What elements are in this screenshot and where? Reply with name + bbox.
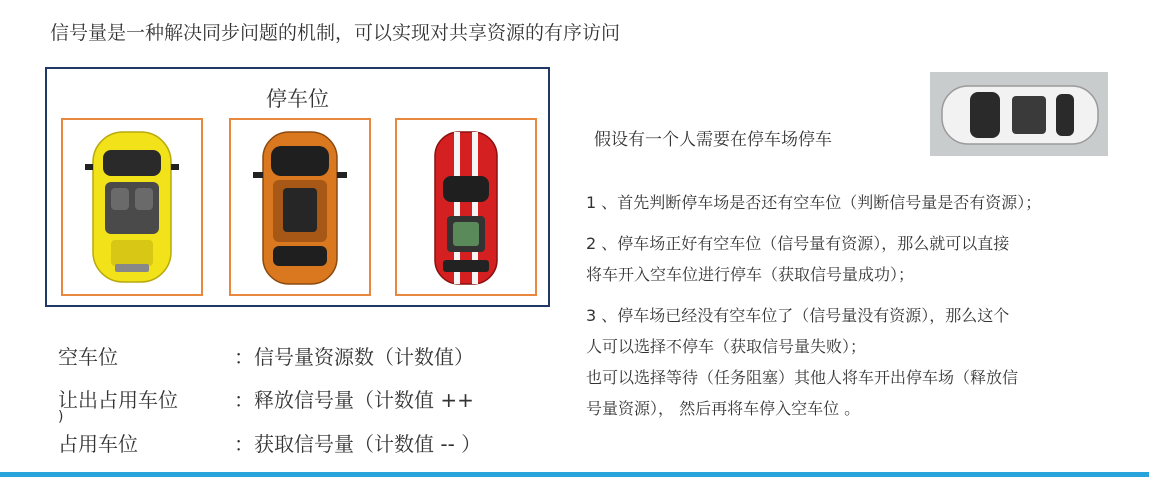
orange-car-icon (231, 120, 369, 294)
parking-space-2 (229, 118, 371, 296)
parking-space-1 (61, 118, 203, 296)
steps-text (586, 187, 1146, 424)
step-line: 1 、首先判断停车场是否还有空车位（判断信号量是否有资源）； (586, 193, 1042, 212)
white-car-icon (930, 72, 1108, 156)
step-line: 3 、停车场已经没有空车位了（信号量没有资源），那么这个 (586, 306, 1010, 325)
page-title: 信号量是一种解决同步问题的机制，可以实现对共享资源的有序访问 (50, 22, 621, 44)
intro-text: 假设有一个人需要在停车场停车 (594, 130, 832, 150)
step-line: 号量资源）， 然后再将车停入空车位 。 (586, 399, 861, 418)
parking-lot (45, 67, 550, 307)
legend-desc: ：获取信号量（计数值 -- ） (234, 432, 482, 456)
bottom-accent-bar (0, 472, 1149, 477)
step-line: 也可以选择等待（任务阻塞）其他人将车开出停车场（释放信 (586, 368, 1019, 387)
legend-wrap-paren: ) (58, 409, 64, 425)
yellow-car-icon (63, 120, 201, 294)
red-car-icon (397, 120, 535, 294)
white-car-photo (930, 72, 1108, 156)
parking-lot-label: 停车位 (266, 87, 329, 111)
legend-term: 让出占用车位 (58, 388, 178, 412)
legend-desc: ：释放信号量（计数值 ++ (234, 388, 474, 412)
step-line: 人可以选择不停车（获取信号量失败）； (586, 337, 867, 356)
legend-term: 空车位 (58, 345, 118, 369)
step-line: 将车开入空车位进行停车（获取信号量成功）； (586, 265, 915, 284)
legend-desc: ：信号量资源数（计数值） (234, 345, 474, 369)
legend-term: 占用车位 (58, 432, 138, 456)
parking-space-3 (395, 118, 537, 296)
step-line: 2 、停车场正好有空车位（信号量有资源），那么就可以直接 (586, 234, 1010, 253)
